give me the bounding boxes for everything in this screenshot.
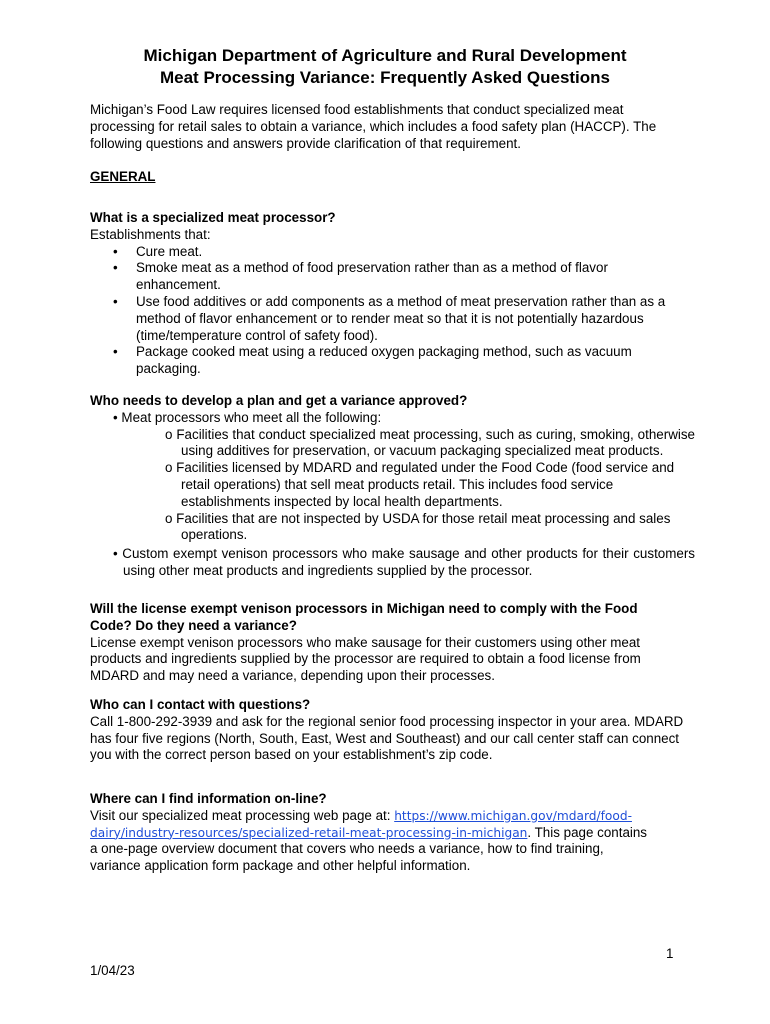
q2-item-2: • Custom exempt venison processors who make sausage and other products for their customers using other meat products and ingredients supplied by the processor. xyxy=(113,546,695,578)
web-page-link[interactable]: https://www.michigan.gov/mdard/food-dairy/industry-resources/specialized-retail-meat-processing-in-michigan xyxy=(90,808,632,840)
question-5: Where can I find information on-line? xyxy=(90,791,327,806)
q1-list xyxy=(90,244,690,378)
question-3: Will the license exempt venison processors in Michigan need to comply with the Food Code? Do they need a variance? xyxy=(90,601,638,633)
question-4: Who can I contact with questions? xyxy=(90,697,311,712)
footer-date: 1/04/23 xyxy=(90,963,135,978)
list-item: • Package cooked meat using a reduced oxygen packaging method, such as vacuum packaging. xyxy=(90,344,690,378)
q1-lead: Establishments that: xyxy=(90,226,211,242)
question-2: Who needs to develop a plan and get a variance approved? xyxy=(90,393,468,408)
answer-3: License exempt venison processors who make sausage for their customers using other meat products and ingredients supplied by the processor are required to obtain a food license from MDARD and may need a variance, depending upon their processes. xyxy=(90,634,641,684)
faq-q1 xyxy=(90,210,690,378)
faq-q3 xyxy=(90,601,680,685)
list-item: • Cure meat. xyxy=(90,244,690,261)
question-1: What is a specialized meat processor? xyxy=(90,210,336,225)
title-line-2: Meat Processing Variance: Frequently Asked Questions xyxy=(159,68,611,87)
page-number: 1 xyxy=(666,946,674,961)
intro-paragraph: Michigan’s Food Law requires licensed food establishments that conduct specialized meat processing for retail sales to obtain a variance, which includes a food safety plan (HACCP). The following questions and answers provide clarification of that requirement. xyxy=(90,102,657,151)
answer-5-prefix: Visit our specialized meat processing web page at: xyxy=(90,807,395,823)
q2-sub-item: o Facilities that are not inspected by USDA for those retail meat processing and sales operations. xyxy=(165,510,671,543)
faq-q5 xyxy=(90,791,650,875)
section-heading-general: GENERAL xyxy=(90,169,156,184)
answer-5 xyxy=(90,808,650,875)
faq-q2 xyxy=(90,393,695,580)
title-line-1: Michigan Department of Agriculture and Rural Development xyxy=(143,46,627,65)
list-item: • Use food additives or add components as a method of meat preservation rather than as a method of flavor enhancement or to render meat so that it is not potentially hazardous (time/temperature control of safety food). xyxy=(90,294,690,344)
q2-sub-item: o Facilities that conduct specialized meat processing, such as curing, smoking, otherwise using additives for preservation, or vacuum packaging specialized meat products. xyxy=(165,426,695,459)
list-item: • Smoke meat as a method of food preservation rather than as a method of flavor enhancement. xyxy=(90,260,690,294)
answer-4: Call 1-800-292-3939 and ask for the regional senior food processing inspector in your area. MDARD has four five regions (North, South, East, West and Southeast) and our call center staff can connect you with the correct person based on your establishment’s zip code. xyxy=(90,713,684,763)
q2-item-1: • Meat processors who meet all the following: xyxy=(113,409,382,425)
faq-q4 xyxy=(90,697,690,764)
answer-5-suffix: . This page contains a one-page overview document that covers who needs a variance, how to find training, variance application form package and other helpful information. xyxy=(90,824,648,874)
q2-sub-item: o Facilities licensed by MDARD and regulated under the Food Code (food service and retail operations) that sell meat products retail. This includes food service establishments inspected by local health departments. xyxy=(165,460,675,509)
document-title xyxy=(0,45,770,89)
